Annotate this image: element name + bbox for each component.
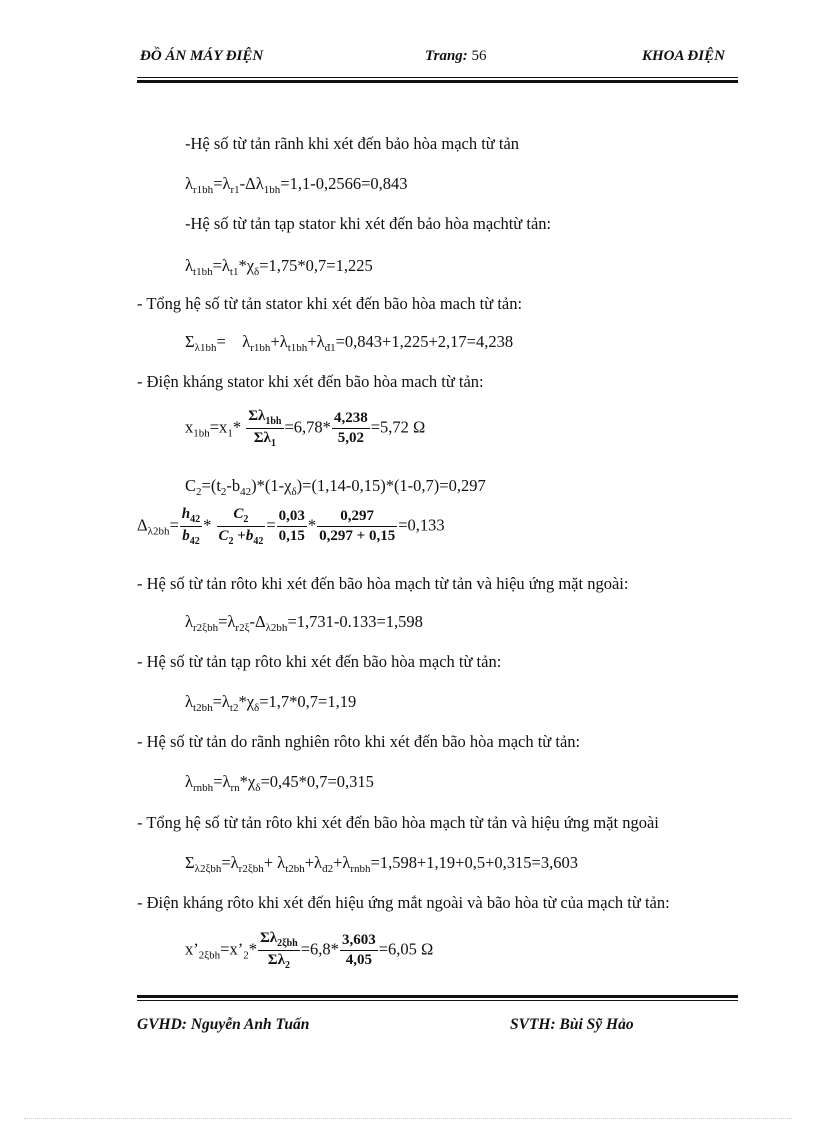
line-text: - Hệ số từ tản do rãnh nghiên rôto khi xét đến bão hòa mạch từ tản: (137, 732, 581, 751)
formula-line: $\Sigma_{\lambda 1bh}=$ $\lambda_{r1bh}+\lambda_{t1bh}+\lambda_{đ1}=0,843+1,225+2,17=4,238$ (185, 332, 514, 354)
fraction: $\frac{4,238}{5,02}$ (333, 410, 368, 446)
header-rule-thin (137, 77, 738, 78)
text-line (137, 294, 522, 314)
page-number: 56 (471, 48, 487, 64)
formula-line: $\lambda_{r1bh}=\lambda_{r1}-\Delta\lambda_{1bh}=1,1-0,2566=0,843$ (185, 174, 408, 196)
line-text: - Hệ số từ tản tạp rôto khi xét đến bão hòa mạch từ tản: (137, 652, 502, 671)
text-line (137, 813, 659, 833)
formula-line: $\lambda_{rnbh}=\lambda_{rn}*\chi_\delta=0,45*0,7=0,315$ (185, 772, 374, 794)
text-line (137, 652, 501, 672)
header-right: KHOA ĐIỆN (642, 48, 725, 64)
line-text: - Điện kháng rôto khi xét đến hiệu ứng mắt ngoài và bão hòa từ của mạch từ tản: (137, 893, 670, 912)
footer-right: SVTH: Bùi Sỹ Hảo (510, 1016, 634, 1033)
formula-line: $C_2=(t_2-b_{42})*(1-\chi_\delta)=(1,14-0,15)*(1-0,7)=0,297$ (185, 476, 486, 498)
page-edge-divider (24, 1118, 792, 1119)
line-text: - Điện kháng stator khi xét đến bão hòa mach từ tản: (137, 372, 484, 391)
footer-rule-thick (137, 995, 738, 998)
text-line (137, 732, 580, 752)
formula-line: $\lambda_{t1bh}=\lambda_{t1}*\chi_\delta=1,75*0,7=1,225$ (185, 256, 373, 278)
fraction: $\frac{C_2}{C_2 +b_{42}}$ (218, 506, 264, 547)
fraction: $\frac{3,603}{4,05}$ (341, 932, 376, 968)
formula-line: $\lambda_{t2bh}=\lambda_{t2}*\chi_\delta=1,7*0,7=1,19$ (185, 692, 357, 714)
formula-line: $\Delta_{\lambda 2bh}=$ $\frac{h_{42}}{b_{42}}$ * $\frac{C_2}{C_2 +b_{42}}$ = $\frac{0,03}{0,15}$ * $\frac{0,297}{0,297 + 0,15}$ =0,133 (137, 506, 445, 547)
page-label: Trang: (425, 48, 468, 64)
footer-rule-thin (137, 1000, 738, 1001)
formula-line: $x_{1bh}=x_1*$ $\frac{\Sigma\lambda_{1bh}}{\Sigma\lambda_1}$ =6,78* $\frac{4,238}{5,02}$ =5,72 Ω (185, 408, 426, 449)
footer-left: GVHD: Nguyễn Anh Tuấn (137, 1016, 310, 1033)
fraction: $\frac{\Sigma\lambda_{1bh}}{\Sigma\lambda_1}$ (248, 408, 282, 449)
formula-line: $\lambda_{r2\xi bh}=\lambda_{r2\xi}-\Delta_{\lambda 2bh}=1,731-0.133=1,598$ (185, 612, 423, 634)
fraction: $\frac{h_{42}}{b_{42}}$ (181, 506, 201, 547)
line-text: - Tổng hệ số từ tản rôto khi xét đến bão hòa mạch từ tản và hiệu ứng mặt ngoài (137, 813, 659, 832)
text-line (137, 372, 484, 392)
text-line (185, 134, 519, 154)
line-text: -Hệ số từ tản tạp stator khi xét đến bảo hòa mạchtừ tản: (185, 214, 552, 233)
formula-line: $x’_{2\xi bh}=x’_2*$ $\frac{\Sigma\lambda_{2\xi bh}}{\Sigma\lambda_2}$ =6,8* $\frac{3,603}{4,05}$ =6,05 Ω (185, 930, 434, 971)
text-line (185, 214, 551, 234)
line-text: - Tổng hệ số từ tản stator khi xét đến bão hòa mach từ tản: (137, 294, 523, 313)
header-rule-thick (137, 80, 738, 83)
fraction: $\frac{\Sigma\lambda_{2\xi bh}}{\Sigma\lambda_2}$ (259, 930, 298, 971)
line-text: -Hệ số từ tản rãnh khi xét đến bảo hòa mạch từ tản (185, 134, 520, 153)
text-line (137, 893, 670, 913)
line-text: - Hệ số từ tản rôto khi xét đến bão hòa mạch từ tản và hiệu ứng mặt ngoài: (137, 574, 629, 593)
fraction: $\frac{0,297}{0,297 + 0,15}$ (319, 508, 396, 544)
formula-line: $\Sigma_{\lambda 2\xi bh}=\lambda_{r2\xi bh}+ \lambda_{t2bh}+\lambda_{đ2}+\lambda_{rnbh}=1,598+1,19+0,5+0,315=3,603$ (185, 853, 578, 875)
header-left: ĐỒ ÁN MÁY ĐIỆN (140, 48, 264, 64)
header-page (425, 48, 487, 65)
text-line (137, 574, 628, 594)
fraction: $\frac{0,03}{0,15}$ (278, 508, 305, 544)
